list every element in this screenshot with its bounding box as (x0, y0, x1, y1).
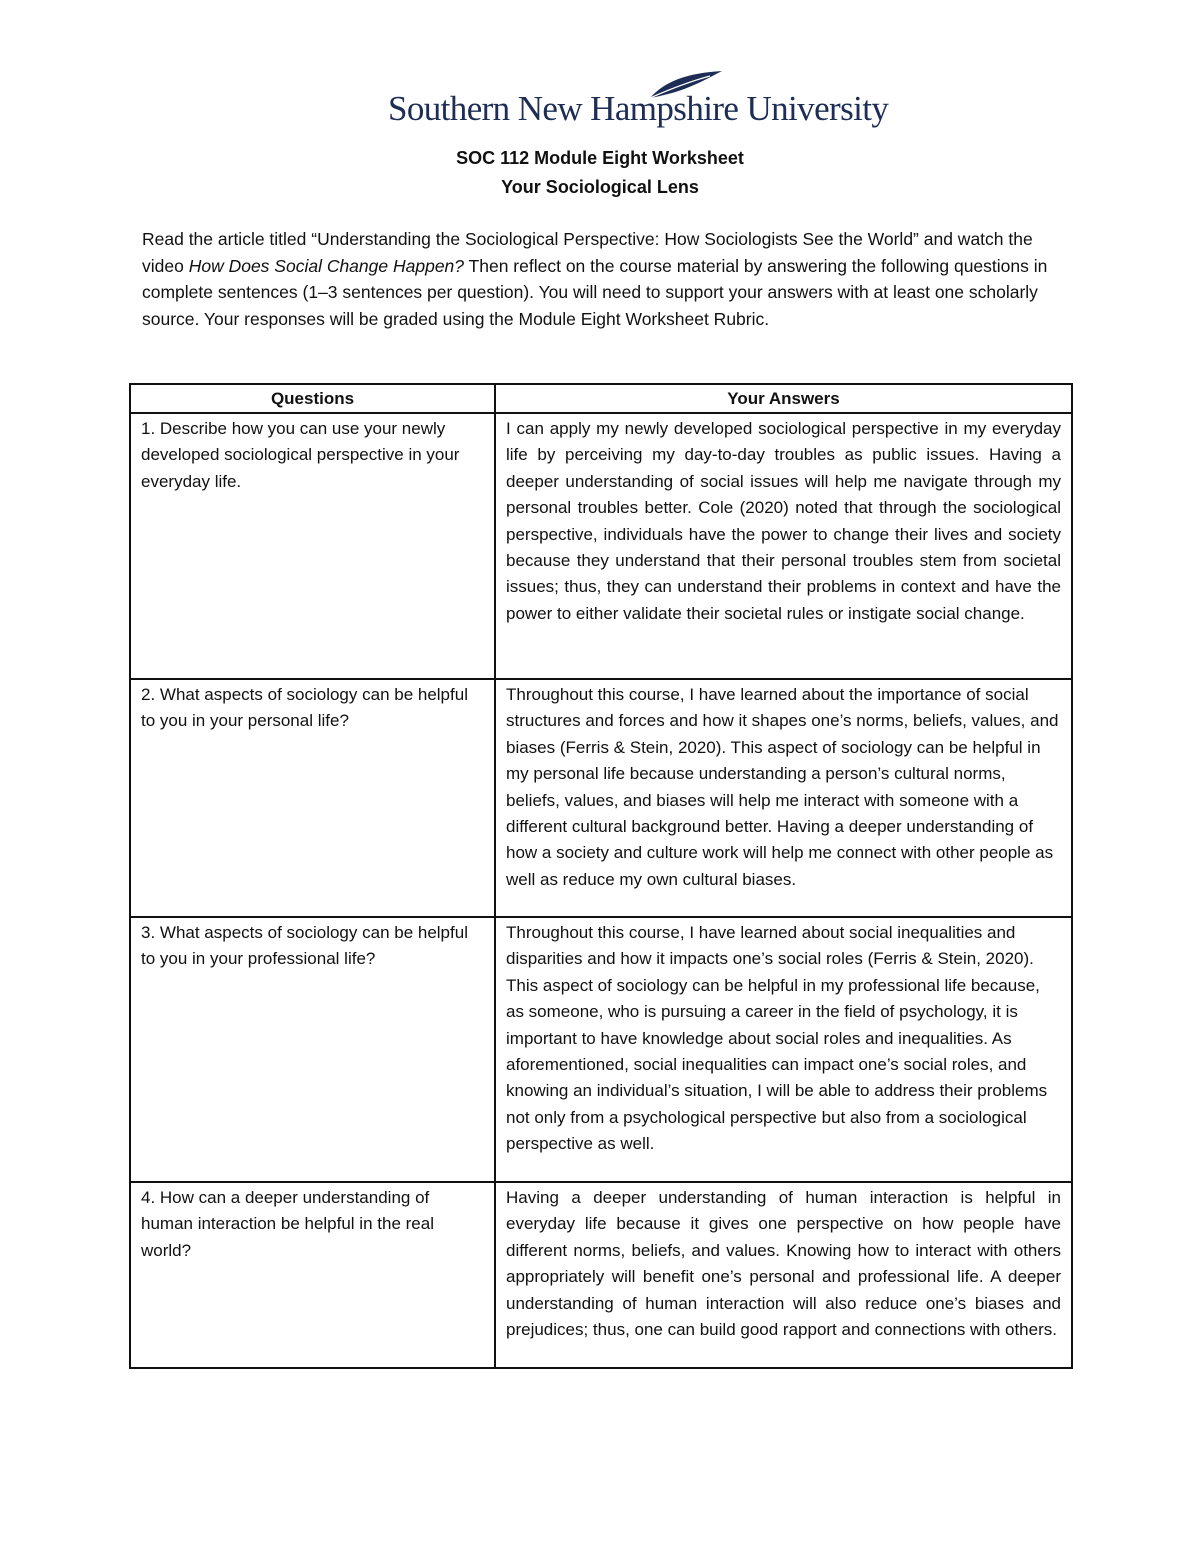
answer-cell: Having a deeper understanding of human interaction is helpful in everyday life because it gives one perspective on how people have different norms, beliefs, and values. Knowing how to interact with others appropriately will benefit one’s personal and professional life. A deeper understanding of human interaction will also reduce one’s biases and prejudices; thus, one can build good rapport and connections with others. (495, 1182, 1072, 1368)
instructions-text-1: Read the article titled “Understanding the Sociological Perspective: How Sociologists See the World” and watch the video (142, 229, 1033, 276)
video-title: How Does Social Change Happen? (188, 255, 465, 276)
table-row (130, 917, 1072, 1182)
question-cell: 4. How can a deeper understanding of human interaction be helpful in the real world? (130, 1182, 495, 1368)
page-subtitle: Your Sociological Lens (501, 177, 699, 197)
table-header-row (130, 384, 1072, 413)
answer-cell: Throughout this course, I have learned about the importance of social structures and forces and how it shapes one’s norms, beliefs, values, and biases (Ferris & Stein, 2020). This aspect of sociology can be helpful in my personal life because understanding a person’s cultural norms, beliefs, values, and biases will help me interact with someone with a different cultural background better. Having a deeper understanding of how a society and culture work will help me connect with other people as well as reduce my own cultural biases. (495, 679, 1072, 917)
page-title: SOC 112 Module Eight Worksheet (456, 148, 744, 168)
question-cell: 1. Describe how you can use your newly developed sociological perspective in your everyday life. (130, 413, 495, 679)
instructions-paragraph (142, 226, 1062, 332)
table-row (130, 413, 1072, 679)
table-row (130, 1182, 1072, 1368)
logo-wordmark: Southern New Hampshire University (388, 89, 889, 128)
instructions-text-2: Then reflect on the course material by answering the following questions in complete sentences (1–3 sentences per question). You will need to support your answers with at least one scholarly source. Your responses will be graded using the Module Eight Worksheet Rubric. (142, 255, 1048, 329)
answer-cell: I can apply my newly developed sociological perspective in my everyday life by perceiving my day-to-day troubles as public issues. Having a deeper understanding of social issues will help me navigate through my personal troubles better. Cole (2020) noted that through the sociological perspective, individuals have the power to change their lives and society because they understand that their personal troubles stem from societal issues; thus, they can understand their problems in context and have the power to either validate their societal rules or instigate social change. (495, 413, 1072, 679)
questions-column-header: Questions (130, 384, 495, 413)
question-cell: 3. What aspects of sociology can be helpful to you in your professional life? (130, 917, 495, 1182)
university-logo (388, 70, 889, 136)
question-cell: 2. What aspects of sociology can be helpful to you in your personal life? (130, 679, 495, 917)
worksheet-table (129, 383, 1073, 1369)
answer-cell: Throughout this course, I have learned about social inequalities and disparities and how it impacts one’s social roles (Ferris & Stein, 2020). This aspect of sociology can be helpful in my professional life because, as someone, who is pursuing a career in the field of psychology, it is important to have knowledge about social roles and inequalities. As aforementioned, social inequalities can impact one’s social roles, and knowing an individual’s situation, I will be able to address their problems not only from a psychological perspective but also from a sociological perspective as well. (495, 917, 1072, 1182)
table-row (130, 679, 1072, 917)
answers-column-header: Your Answers (495, 384, 1072, 413)
worksheet-heading (0, 144, 1200, 202)
